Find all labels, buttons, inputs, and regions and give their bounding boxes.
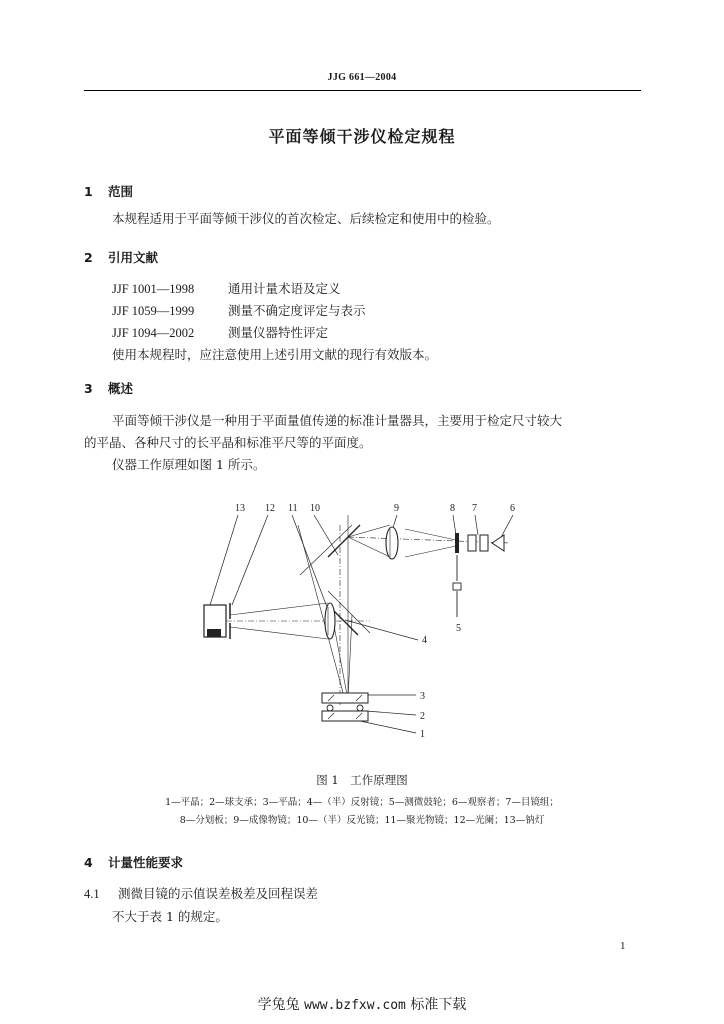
reference-item (112, 323, 328, 341)
observer-eye (492, 535, 504, 551)
page-title: 平面等倾干涉仪检定规程 (268, 127, 456, 146)
section-3-heading (84, 379, 133, 397)
section-3-figure-reference: 仪器工作原理如图 1 所示。 (112, 457, 266, 472)
reference-code: JJF 1001—1998 (112, 282, 195, 296)
header-rule (84, 90, 641, 91)
half-mirror-10 (328, 525, 360, 557)
section-1-title: 范围 (108, 184, 134, 199)
section-3-title: 概述 (108, 381, 134, 396)
figure-label-1: 1 (420, 729, 425, 740)
section-4-title: 计量性能要求 (108, 855, 184, 870)
section-1-heading (84, 182, 133, 200)
flat-1 (322, 711, 368, 721)
figure-caption: 图 1 工作原理图 (316, 773, 408, 787)
subsection-4-1-heading (84, 882, 644, 906)
figure-label-10: 10 (310, 503, 320, 514)
figure-label-9: 9 (394, 503, 399, 514)
document-code: JJG 661—2004 (327, 72, 397, 83)
footer-tagline: 标准下载 (410, 997, 467, 1013)
flat-3 (322, 693, 368, 703)
reference-title: 测量仪器特性评定 (228, 325, 329, 340)
reference-title: 测量不确定度评定与表示 (228, 303, 366, 318)
subsection-4-1-title: 测微目镜的示值误差极差及回程误差 (118, 886, 319, 901)
imaging-objective (386, 527, 398, 559)
footer-url[interactable]: www.bzfxw.com (304, 998, 406, 1013)
section-1-number: 1 (84, 184, 93, 199)
figure-label-7: 7 (472, 503, 477, 514)
ball-support (327, 705, 363, 711)
eyepiece-group (468, 535, 488, 551)
footer-watermark (0, 994, 724, 1014)
subsection-4-1-number: 4.1 (84, 887, 100, 901)
section-2-title: 引用文献 (108, 250, 159, 265)
figure-legend-line-2: 8—分划板；9—成像物镜；10—（半）反光镜；11—聚光物镜；12—光阑；13—钠灯 (179, 815, 545, 826)
section-4-heading (84, 853, 183, 871)
micrometer-drum (453, 555, 461, 617)
figure-label-13: 13 (235, 503, 245, 514)
subsection-4-1-text: 不大于表 1 的规定。 (112, 909, 228, 924)
section-2-number: 2 (84, 250, 93, 265)
section-3-paragraph-line-1: 平面等倾干涉仪是一种用于平面量值传递的标准计量器具，主要用于检定尺寸较大 (112, 413, 563, 428)
reference-code: JJF 1094—2002 (112, 326, 195, 340)
figure-label-11: 11 (288, 503, 298, 514)
figure-label-3: 3 (420, 691, 425, 702)
figure-label-2: 2 (420, 711, 425, 722)
figure-label-4: 4 (422, 635, 427, 646)
reticle (455, 533, 459, 553)
reference-item (112, 279, 341, 297)
figure-label-12: 12 (265, 503, 275, 514)
figure-label-8: 8 (450, 503, 455, 514)
reference-item (112, 301, 366, 319)
figure-label-6: 6 (510, 503, 515, 514)
page-number: 1 (620, 940, 626, 952)
figure-1-optical-diagram (180, 495, 550, 745)
section-1-text: 本规程适用于平面等倾干涉仪的首次检定、后续检定和使用中的检验。 (112, 211, 500, 226)
section-3-paragraph-line-2: 的平晶、各种尺寸的长平晶和标准平尺等的平面度。 (84, 435, 372, 450)
section-2-heading (84, 248, 158, 266)
reference-code: JJF 1059—1999 (112, 304, 195, 318)
reference-title: 通用计量术语及定义 (228, 281, 341, 296)
section-3-number: 3 (84, 381, 93, 396)
condenser-lens (325, 603, 335, 639)
figure-legend-line-1: 1—平晶；2—球支承；3—平晶；4—（半）反射镜；5—测微鼓轮；6—观察者；7—目镜组； (165, 797, 559, 808)
footer-site-name: 学兔兔 (257, 997, 300, 1013)
figure-label-5: 5 (456, 623, 461, 634)
section-4-number: 4 (84, 855, 93, 870)
section-2-note: 使用本规程时，应注意使用上述引用文献的现行有效版本。 (112, 347, 438, 362)
